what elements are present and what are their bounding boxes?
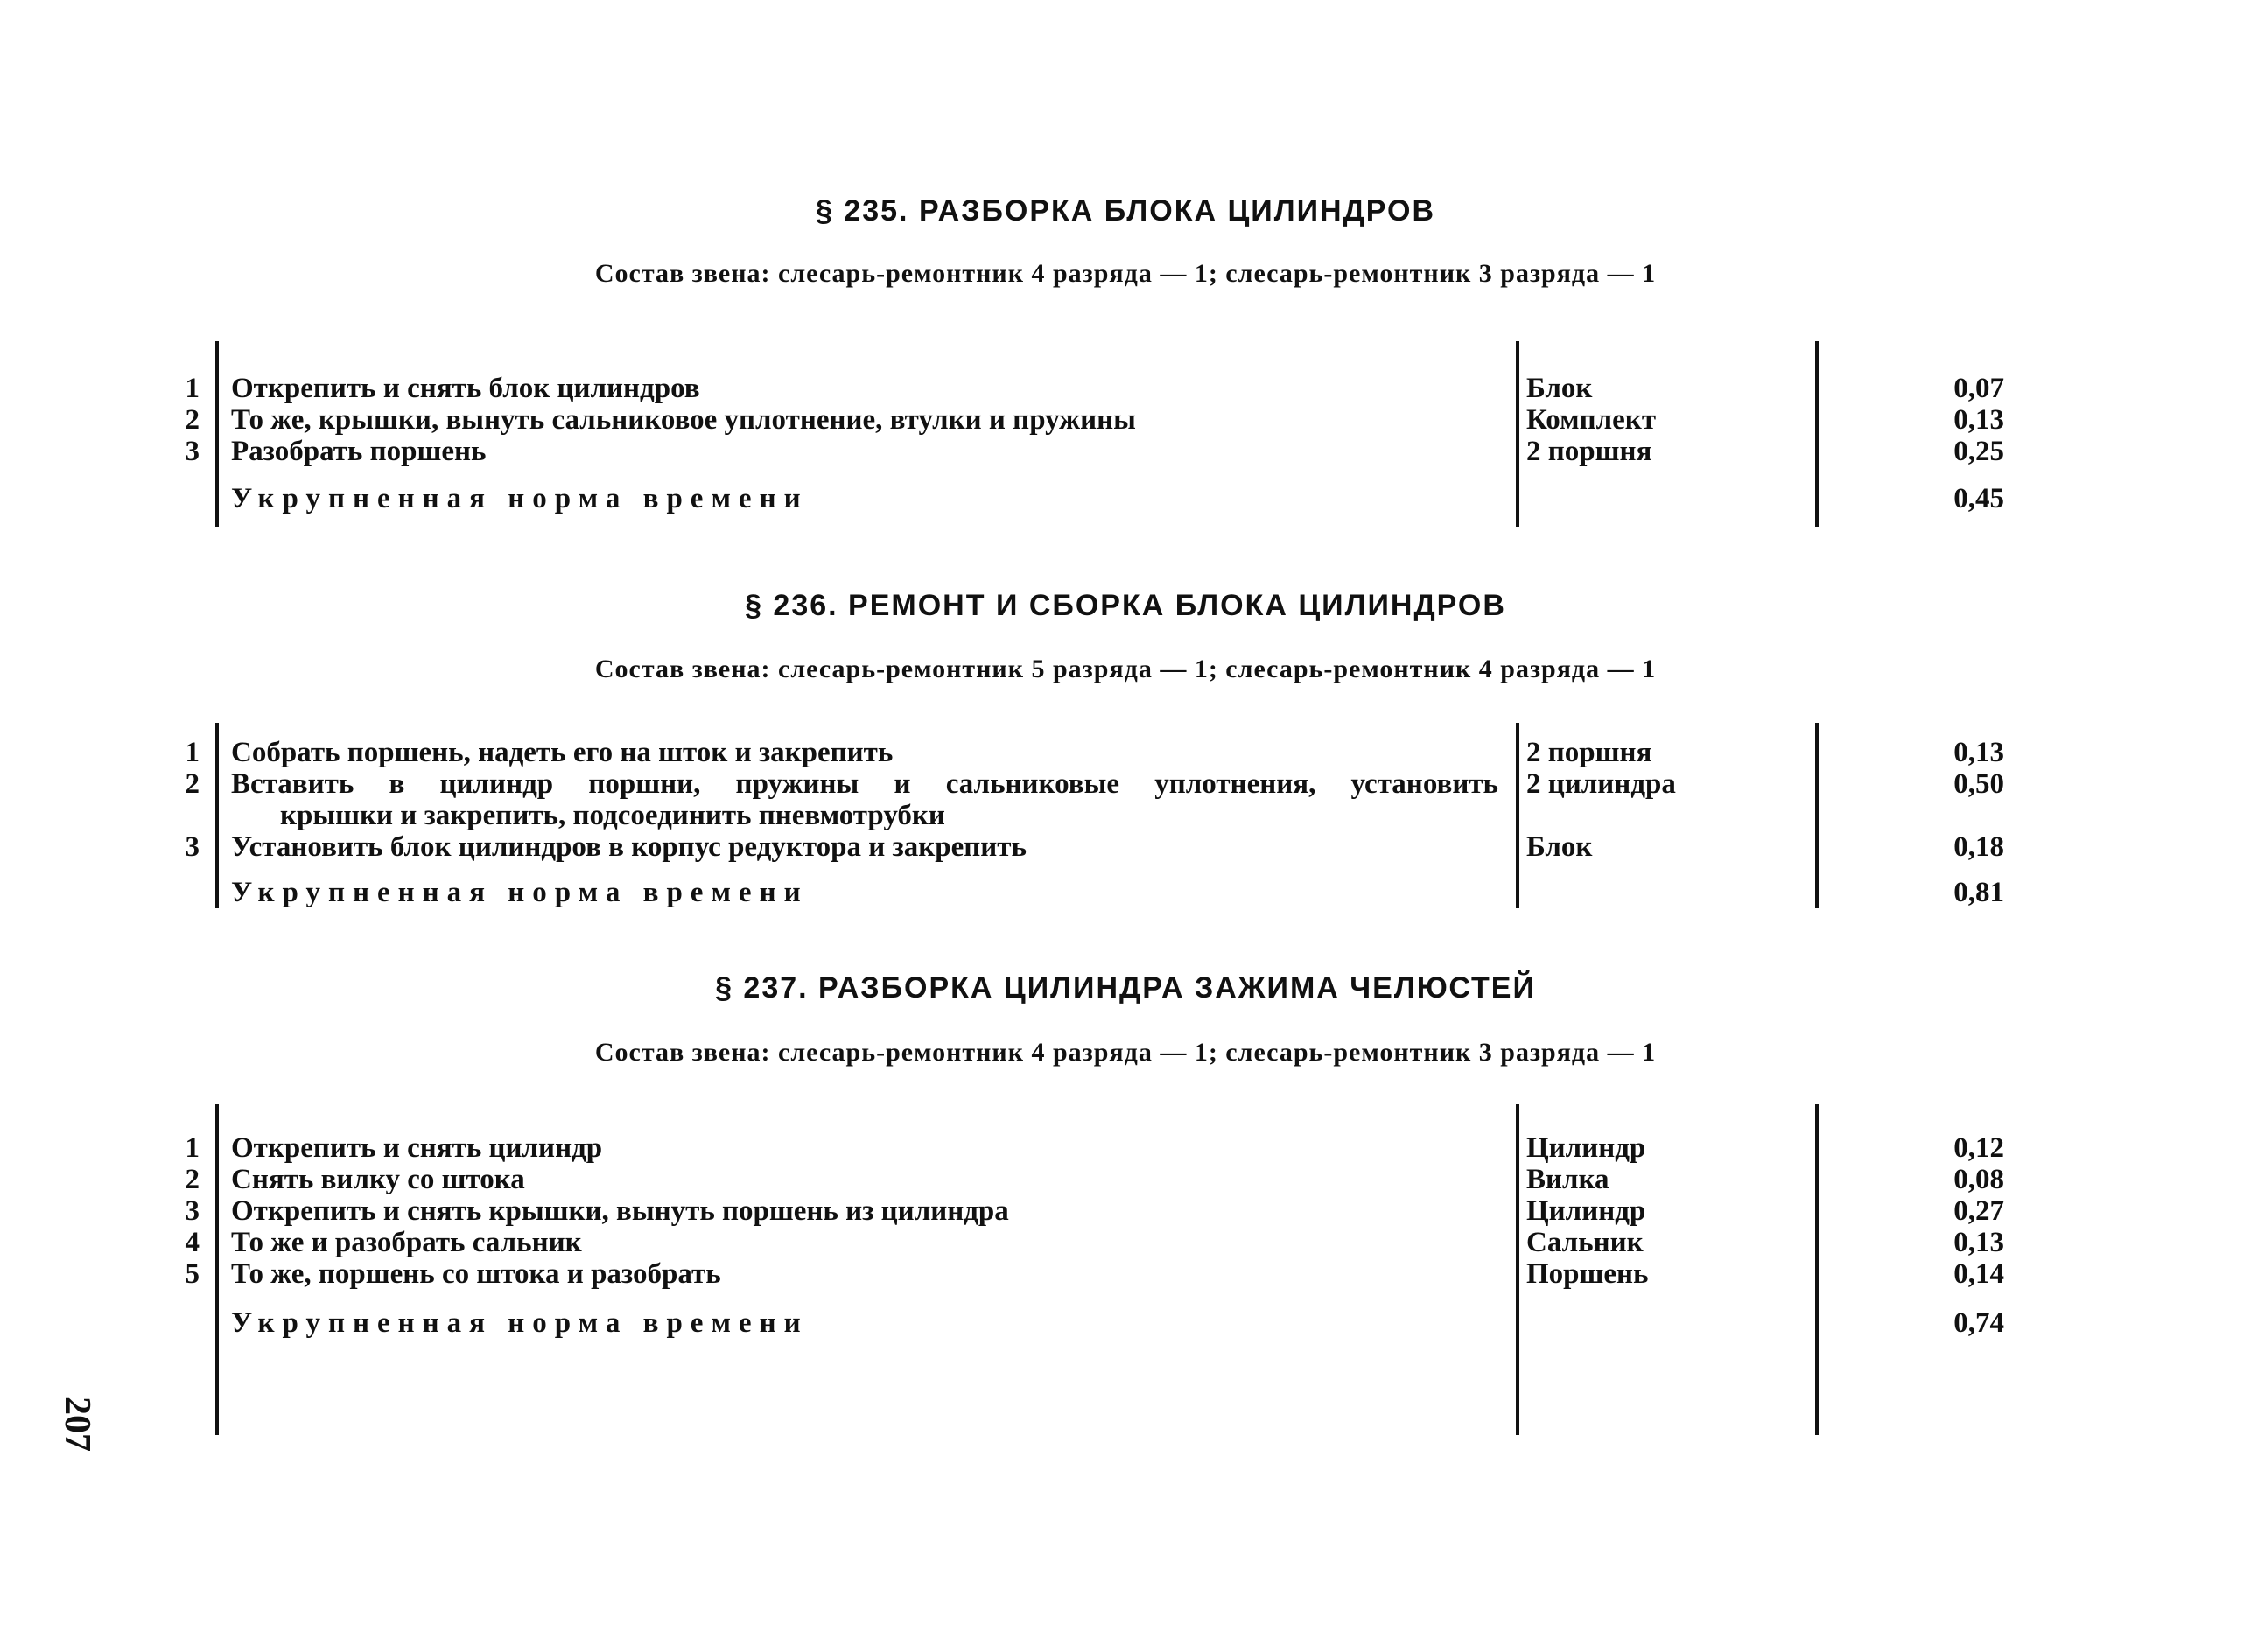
- row-number: 3: [185, 831, 200, 863]
- table-divider: [1516, 1104, 1519, 1435]
- time-norm: 0,18: [1953, 831, 2004, 863]
- row-number: 4: [185, 1227, 200, 1258]
- measure-unit: Поршень: [1526, 1258, 1649, 1290]
- measure-unit: Цилиндр: [1526, 1195, 1646, 1227]
- time-norm: 0,13: [1953, 1227, 2004, 1258]
- table-divider: [1815, 723, 1819, 908]
- operation-description: То же, крышки, вынуть сальниковое уплотнение, втулки и пружины: [231, 404, 1136, 436]
- time-norm: 0,07: [1953, 373, 2004, 404]
- row-number: 2: [185, 1164, 200, 1195]
- measure-unit: Вилка: [1526, 1164, 1609, 1195]
- total-label: Укрупненная норма времени: [231, 877, 809, 908]
- total-label: Укрупненная норма времени: [231, 1307, 809, 1339]
- row-number: 1: [185, 373, 200, 404]
- total-value: 0,45: [1953, 483, 2004, 514]
- measure-unit: 2 поршня: [1526, 436, 1652, 467]
- measure-unit: Комплект: [1526, 404, 1657, 436]
- crew-composition: Состав звена: слесарь-ремонтник 4 разряда — 1; слесарь-ремонтник 3 разряда — 1: [594, 259, 1657, 288]
- time-norm: 0,12: [1953, 1132, 2004, 1164]
- time-norm: 0,50: [1953, 768, 2004, 800]
- total-label: Укрупненная норма времени: [231, 483, 809, 514]
- time-norm: 0,27: [1953, 1195, 2004, 1227]
- table-divider: [1516, 723, 1519, 908]
- row-number: 5: [185, 1258, 200, 1290]
- section-title: § 235. РАЗБОРКА БЛОКА ЦИЛИНДРОВ: [815, 194, 1436, 228]
- time-norm: 0,13: [1953, 404, 2004, 436]
- row-number: 1: [185, 737, 200, 768]
- total-value: 0,74: [1953, 1307, 2004, 1339]
- operation-description-continued: крышки и закрепить, подсоединить пневмотрубки: [280, 800, 945, 831]
- table-divider: [215, 723, 219, 908]
- operation-description: Разобрать поршень: [231, 436, 487, 467]
- section-title: § 237. РАЗБОРКА ЦИЛИНДРА ЗАЖИМА ЧЕЛЮСТЕЙ: [715, 971, 1536, 1004]
- measure-unit: Цилиндр: [1526, 1132, 1646, 1164]
- operation-description: То же и разобрать сальник: [231, 1227, 582, 1258]
- table-divider: [1815, 1104, 1819, 1435]
- section-title: § 236. РЕМОНТ И СБОРКА БЛОКА ЦИЛИНДРОВ: [745, 589, 1506, 622]
- crew-composition: Состав звена: слесарь-ремонтник 5 разряда — 1; слесарь-ремонтник 4 разряда — 1: [594, 654, 1657, 683]
- operation-description: Открепить и снять цилиндр: [231, 1132, 603, 1164]
- crew-composition: Состав звена: слесарь-ремонтник 4 разряда — 1; слесарь-ремонтник 3 разряда — 1: [594, 1038, 1657, 1067]
- time-norm: 0,13: [1953, 737, 2004, 768]
- operation-description: Вставить в цилиндр поршни, пружины и сальниковые уплотнения, установить: [231, 768, 1498, 800]
- operation-description: Открепить и снять блок цилиндров: [231, 373, 700, 404]
- measure-unit: 2 поршня: [1526, 737, 1652, 768]
- measure-unit: Блок: [1526, 831, 1593, 863]
- page-number: 207: [57, 1396, 97, 1452]
- time-norm: 0,14: [1953, 1258, 2004, 1290]
- row-number: 1: [185, 1132, 200, 1164]
- row-number: 3: [185, 436, 200, 467]
- row-number: 2: [185, 404, 200, 436]
- table-divider: [1516, 341, 1519, 527]
- measure-unit: Сальник: [1526, 1227, 1644, 1258]
- operation-description: Установить блок цилиндров в корпус редуктора и закрепить: [231, 831, 1027, 863]
- time-norm: 0,08: [1953, 1164, 2004, 1195]
- table-divider: [215, 341, 219, 527]
- table-divider: [1815, 341, 1819, 527]
- total-value: 0,81: [1953, 877, 2004, 908]
- operation-description: То же, поршень со штока и разобрать: [231, 1258, 721, 1290]
- operation-description: Собрать поршень, надеть его на шток и закрепить: [231, 737, 894, 768]
- row-number: 2: [185, 768, 200, 800]
- time-norm: 0,25: [1953, 436, 2004, 467]
- row-number: 3: [185, 1195, 200, 1227]
- table-divider: [215, 1104, 219, 1435]
- measure-unit: 2 цилиндра: [1526, 768, 1676, 800]
- operation-description: Открепить и снять крышки, вынуть поршень из цилиндра: [231, 1195, 1009, 1227]
- measure-unit: Блок: [1526, 373, 1593, 404]
- operation-description: Снять вилку со штока: [231, 1164, 525, 1195]
